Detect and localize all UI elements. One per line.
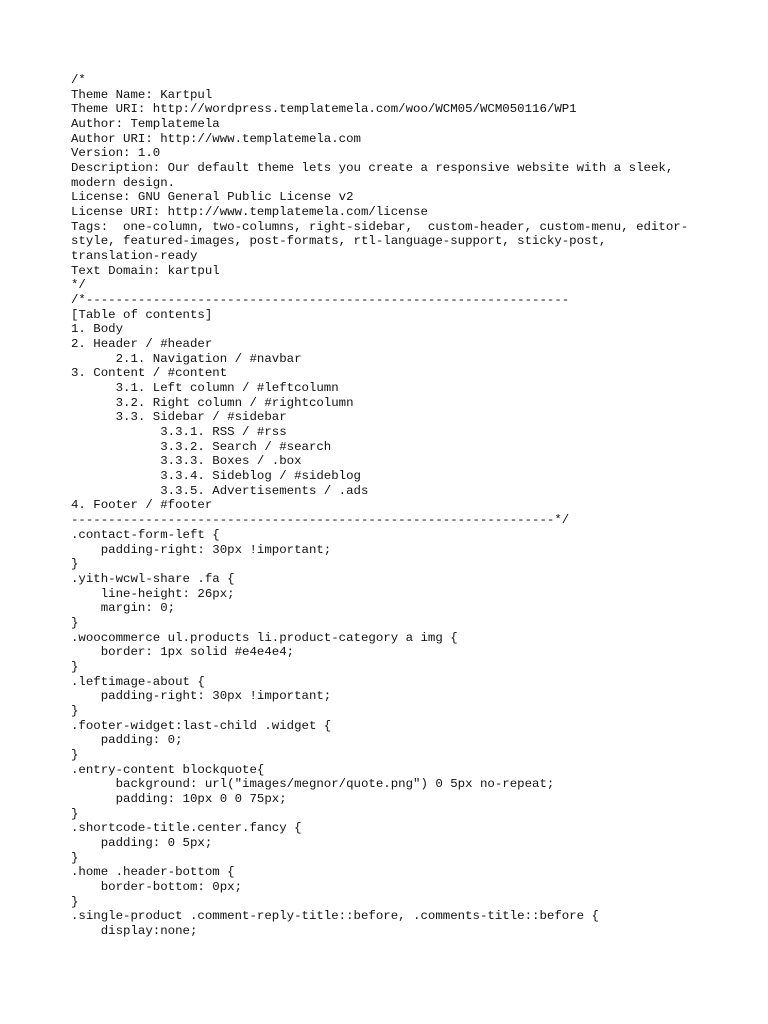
code-line: 3.3.1. RSS / #rss [71,425,287,440]
code-line: } [71,703,79,718]
code-line: Version: 1.0 [71,146,161,161]
code-line: } [71,557,79,572]
code-line: Description: Our default theme lets you create a responsive website with a sleek, [71,161,674,176]
code-line: border: 1px solid #e4e4e4; [71,645,295,660]
stylesheet-text [71,73,751,939]
code-line: License: GNU General Public License v2 [71,190,354,205]
code-line: /* [71,73,86,87]
code-line: 2.1. Navigation / #navbar [71,351,302,366]
code-line: padding: 10px 0 0 75px; [71,791,287,806]
code-line: background: url("images/megnor/quote.png") 0 5px no-repeat; [71,777,555,792]
code-line: [Table of contents] [71,307,213,322]
code-line: -----------------------------------------------------------------*/ [71,513,570,528]
code-line: 3.1. Left column / #leftcolumn [71,381,339,396]
code-line: } [71,850,79,865]
code-line: padding: 0 5px; [71,835,213,850]
code-line: .woocommerce ul.products li.product-category a img { [71,630,458,645]
code-line: } [71,894,79,909]
code-line: .entry-content blockquote{ [71,762,265,777]
code-line: /*----------------------------------------------------------------- [71,293,570,308]
code-line: 1. Body [71,322,124,337]
code-line: padding-right: 30px !important; [71,689,332,704]
code-line: Author: Templatemela [71,117,220,132]
code-line: 3.3.4. Sideblog / #sideblog [71,469,361,484]
code-line: translation-ready [71,249,198,264]
code-line: .leftimage-about { [71,674,205,689]
code-line: 4. Footer / #footer [71,498,213,513]
code-line: Theme URI: http://wordpress.templatemela.com/woo/WCM05/WCM050116/WP1 [71,102,577,117]
code-line: 3.3.5. Advertisements / .ads [71,483,369,498]
code-line: 3.3.3. Boxes / .box [71,454,302,469]
code-line: Text Domain: kartpul [71,263,220,278]
code-line: .contact-form-left { [71,527,220,542]
code-line: Theme Name: Kartpul [71,87,213,102]
code-line: modern design. [71,175,176,190]
code-line: } [71,659,79,674]
code-line: .home .header-bottom { [71,865,235,880]
code-line: 2. Header / #header [71,337,213,352]
code-line: margin: 0; [71,601,176,616]
code-line: } [71,806,79,821]
code-line: Author URI: http://www.templatemela.com [71,131,361,146]
code-line: 3. Content / #content [71,366,228,381]
code-line: */ [71,278,86,293]
code-line: padding: 0; [71,733,183,748]
code-line: } [71,747,79,762]
code-line: .footer-widget:last-child .widget { [71,718,332,733]
code-line: padding-right: 30px !important; [71,542,332,557]
code-line: License URI: http://www.templatemela.com/license [71,205,428,220]
code-line: 3.3.2. Search / #search [71,439,332,454]
code-line: 3.2. Right column / #rightcolumn [71,395,354,410]
code-line: 3.3. Sidebar / #sidebar [71,410,287,425]
code-line: Tags: one-column, two-columns, right-sidebar, custom-header, custom-menu, editor- [71,219,689,234]
code-line: border-bottom: 0px; [71,879,243,894]
code-line: .yith-wcwl-share .fa { [71,571,235,586]
code-line: .single-product .comment-reply-title::before, .comments-title::before { [71,909,599,924]
code-line: } [71,615,79,630]
code-line: .shortcode-title.center.fancy { [71,821,302,836]
code-line: style, featured-images, post-formats, rtl-language-support, sticky-post, [71,234,607,249]
code-line: display:none; [71,923,198,938]
code-line: line-height: 26px; [71,586,235,601]
